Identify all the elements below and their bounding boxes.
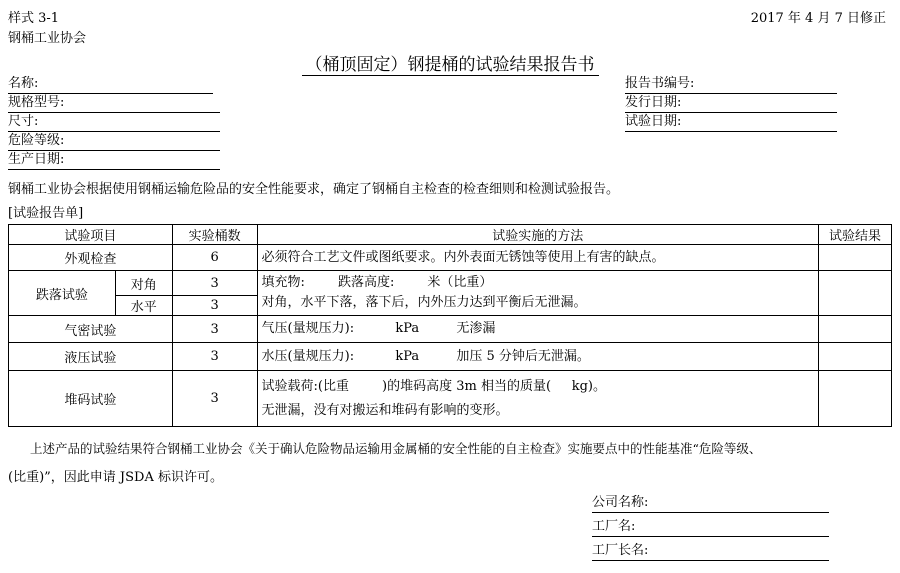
field-test-date: 试验日期:	[625, 113, 837, 132]
header-test-item: 试验项目	[9, 225, 173, 245]
method-airtight: 气压(量规压力): kPa 无渗漏	[257, 316, 819, 343]
conclusion-line-1: 上述产品的试验结果符合钢桶工业协会《关于确认危险物品运输用金属桶的安全性能的自主检查》实施要点中的性能基准“危险等级、	[30, 441, 762, 456]
result-stacking	[819, 371, 892, 427]
association-name: 钢桶工业协会	[8, 31, 87, 46]
method-hydraulic: 水压(量规压力): kPa 加压 5 分钟后无泄漏。	[257, 343, 819, 371]
result-airtight	[819, 316, 892, 343]
item-airtight-test: 气密试验	[9, 316, 173, 343]
header-test-result: 试验结果	[819, 225, 892, 245]
item-visual-inspection: 外观检查	[9, 245, 173, 271]
result-visual	[819, 245, 892, 271]
method-stacking: 试验载荷:(比重 )的堆码高度 3m 相当的质量( kg)。 无泄漏，没有对搬运和堆码有影响的变形。	[257, 371, 819, 427]
drop-sub-horizontal: 水平	[115, 296, 172, 316]
drop-sub-diagonal: 对角	[115, 271, 172, 296]
header-test-method: 试验实施的方法	[257, 225, 819, 245]
table-header-row	[9, 225, 892, 245]
item-drop-test: 跌落试验	[9, 271, 116, 316]
field-model: 规格型号:	[8, 94, 220, 113]
field-production-date: 生产日期:	[8, 151, 220, 170]
table-row	[9, 245, 892, 271]
table-row	[9, 371, 892, 427]
conclusion-line-2: (比重)”，因此申请 JSDA 标识许可。	[8, 470, 223, 485]
count-visual: 6	[172, 245, 257, 271]
result-hydraulic	[819, 343, 892, 371]
table-row	[9, 271, 892, 296]
field-hazard-class: 危险等级:	[8, 132, 220, 151]
field-size: 尺寸:	[8, 113, 220, 132]
method-visual: 必须符合工艺文件或图纸要求。内外表面无锈蚀等使用上有害的缺点。	[257, 245, 819, 271]
count-drop-diagonal: 3	[172, 271, 257, 296]
table-row	[9, 316, 892, 343]
item-hydraulic-test: 液压试验	[9, 343, 173, 371]
document-title: （桶顶固定）钢提桶的试验结果报告书	[0, 50, 900, 75]
method-drop: 填充物: 跌落高度: 米（比重） 对角，水平下落，落下后，内外压力达到平衡后无泄漏。	[257, 271, 819, 316]
intro-paragraph: 钢桶工业协会根据使用钢桶运输危险品的安全性能要求，确定了钢桶自主检查的检查细则和检测试验报告。	[8, 182, 620, 197]
revision-date: 2017 年 4 月 7 日修正	[750, 11, 886, 26]
section-label: [试验报告单]	[8, 206, 84, 221]
result-drop	[819, 271, 892, 316]
field-issue-date: 发行日期:	[625, 94, 837, 113]
field-name: 名称:	[8, 75, 213, 94]
form-number: 样式 3-1	[8, 11, 60, 26]
header-sample-count: 实验桶数	[172, 225, 257, 245]
signature-factory-manager: 工厂长名:	[592, 542, 829, 561]
count-stacking: 3	[172, 371, 257, 427]
signature-company: 公司名称:	[592, 494, 829, 513]
count-airtight: 3	[172, 316, 257, 343]
count-hydraulic: 3	[172, 343, 257, 371]
signature-factory: 工厂名:	[592, 518, 829, 537]
item-stacking-test: 堆码试验	[9, 371, 173, 427]
count-drop-horizontal: 3	[172, 296, 257, 316]
field-report-number: 报告书编号:	[625, 75, 837, 94]
test-results-table	[8, 224, 892, 427]
table-row	[9, 343, 892, 371]
